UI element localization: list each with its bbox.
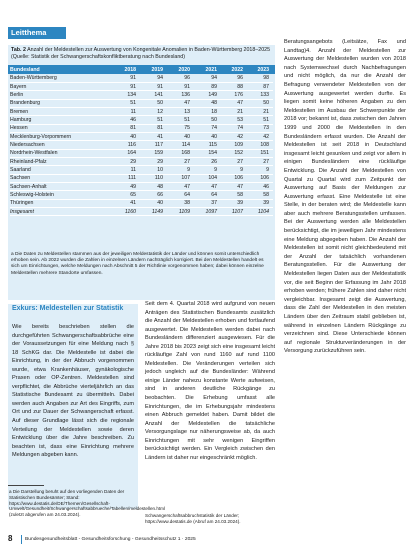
row-label: Nordrhein-Westfalen: [10, 149, 113, 157]
row-label: Brandenburg: [10, 99, 113, 107]
column-header: 2022: [231, 66, 243, 73]
table-cell: 58: [247, 191, 273, 199]
footnote-right: Schwangerschaftsabbruchstatistik der Länder; https://www.destatis.de (Abruf am 24.03.2024).: [145, 513, 241, 524]
table-row: [10, 82, 273, 90]
table-cell: 18: [194, 107, 221, 115]
row-label: Bremen: [10, 107, 113, 115]
middle-column-text: Seit dem 4. Quartal 2018 wird aufgrund von neuen Anträgen des Statistischen Bundesamts zusätzlich die Anzahl der Meldestellen erhoben und fortlaufend ausgewertet. Die Meldestellen werden dabei nach Bundesländern differenziert ausgewiesen. Für die Jahre 2018 bis 2023 zeigt sich eine insgesamt leicht rückläufige Zahl von rund 1160 auf rund 1100 Meldestellen. Die Veränderungen verteilen sich jedoch ungleich auf die Bundesländer: Während einige Länder nahezu konstante Werte aufweisen, sind in anderen deutliche Rückgänge zu beobachten. Die Erhebung umfasst alle Einrichtungen, die im Erhebungsjahr mindestens einen Abbruch gemeldet haben. Damit bildet die Anzahl der Meldestellen die tatsächliche Versorgungslage nur näherungsweise ab, da auch Einrichtungen mit sehr wenigen Eingriffen berücksichtigt werden. Ein Vergleich zwischen den Ländern ist daher nur eingeschränkt möglich.: [145, 301, 275, 461]
table-cell: 176: [221, 91, 247, 99]
table-title: Anzahl der Meldestellen zur Auswertung von Kongenitale Anomalien in Baden-Württemberg 2018–2025 (Quelle: Statistik der Schwangerschaftskonfliktberatung nach Bundesland): [11, 47, 271, 60]
table-cell: 40: [113, 132, 140, 140]
table-cell: 41: [113, 199, 140, 207]
table-cell: 89: [194, 82, 221, 90]
section-tag: Leitthema: [8, 27, 66, 39]
table-cell: 141: [140, 91, 167, 99]
table-cell: 152: [221, 149, 247, 157]
table-cell: 1107: [221, 208, 247, 216]
table-cell: 154: [194, 149, 221, 157]
row-label: Schleswig-Holstein: [10, 191, 113, 199]
table-cell: 27: [167, 157, 194, 165]
table-cell: 94: [194, 74, 221, 82]
table-header-row: [10, 65, 273, 74]
table-cell: 116: [113, 141, 140, 149]
table-cell: 164: [113, 149, 140, 157]
table-cell: 42: [247, 132, 273, 140]
table-cell: 40: [167, 132, 194, 140]
table-cell: 42: [221, 132, 247, 140]
page-number: 8: [8, 534, 13, 543]
table-cell: 50: [194, 116, 221, 124]
table-cell: 41: [140, 132, 167, 140]
table-cell: 37: [194, 199, 221, 207]
table-row: [10, 99, 273, 107]
table-row: [10, 124, 273, 132]
table-cell: 47: [194, 182, 221, 190]
table-cell: 9: [221, 166, 247, 174]
table-cell: 81: [140, 124, 167, 132]
table-cell: 9: [194, 166, 221, 174]
column-header: 2018: [124, 66, 136, 73]
table-cell: 149: [194, 91, 221, 99]
table-cell: 64: [167, 191, 194, 199]
table-row: [10, 191, 273, 199]
table-cell: 48: [194, 99, 221, 107]
table-cell: 96: [221, 74, 247, 82]
table-cell: 50: [247, 99, 273, 107]
body-paragraph: Beratungsangebots (Leitsätze, Fax und Landtag)4. Anzahl der Meldestellen zur Auswertung der Meldestellen wurden von 2018 nach Systemwechsel durch Nachbefragungen und nicht möglich, da nur die Anzahl der Befragung verwendeter Meldestellen von der Auswertung ausgewertet werden durfte. Es liegen somit keine höheren Angaben zu den Meldestellen im Ausbau der Schwerpunkte der 2018 vor; bekannt ist, dass zwischen den Jahren 1999 und 2000 die Meldestellen in den Bundesländern erfasst wurden. Die Anzahl der Meldestellen ist seit 2018 in Deutschland insgesamt leicht gesunken und zeigt vor allem in einigen Bundesländern eine rückläufige Entwicklung. Die Anzahl der Meldestellen von Quartal zu Quartal wird zum Zeitpunkt der Auswertung auf Basis der Meldungen zur Auswertung erfasst. Eine Meldestelle ist eine Stelle, in der beraten wird; die Meldestelle kann aber auch mehrere Beratungsstellen umfassen. Bei der Auswertung werden alle Meldestellen berücksichtigt, die im jeweiligen Jahr mindestens eine Meldung abgegeben haben. Die Anzahl der Meldestellen ist somit nicht gleichbedeutend mit der Anzahl der tatsächlich vorhandenen Beratungsstellen. Für die Auswertung der Meldestellen liegen Daten aus der Meldestatistik vor, die seit Beginn der Erfassung im Jahr 2018 erhoben werden; frühere Zahlen sind daher nicht vergleichbar. Insgesamt zeigt die Auswertung, dass die Zahl der Meldestellen in den meisten Ländern über den Zeitraum stabil geblieben ist, während in einzelnen Ländern Rückgänge zu verzeichnen sind. Diese Unterschiede können auf regionale Strukturveränderungen in der Versorgung zurückzuführen sein.: [284, 39, 406, 355]
column-header: 2019: [151, 66, 163, 73]
table-cell: 133: [247, 91, 273, 99]
table-cell: 39: [221, 199, 247, 207]
table-cell: 109: [221, 141, 247, 149]
table-row: [10, 107, 273, 115]
table-cell: 91: [113, 82, 140, 90]
table-cell: 27: [221, 157, 247, 165]
table-cell: 47: [167, 99, 194, 107]
table-cell: 47: [167, 182, 194, 190]
table-row: [10, 199, 273, 207]
row-label: Niedersachsen: [10, 141, 113, 149]
table-cell: 40: [140, 199, 167, 207]
table-cell: 168: [167, 149, 194, 157]
table-cell: 11: [113, 107, 140, 115]
row-label: Insgesamt: [10, 208, 113, 216]
table-row: [10, 141, 273, 149]
table-cell: 91: [167, 82, 194, 90]
table-cell: 110: [140, 174, 167, 182]
footer-divider: [21, 535, 22, 544]
table-cell: 1109: [167, 208, 194, 216]
table-cell: 29: [113, 157, 140, 165]
table-row: [10, 116, 273, 124]
table-cell: 48: [140, 182, 167, 190]
table-cell: 9: [167, 166, 194, 174]
table-cell: 47: [221, 99, 247, 107]
table-row: [10, 74, 273, 82]
table-cell: 39: [247, 199, 273, 207]
column-header: 2023: [257, 66, 269, 73]
row-label: Bayern: [10, 82, 113, 90]
table-cell: 94: [140, 74, 167, 82]
table-cell: 136: [167, 91, 194, 99]
table-cell: 46: [247, 182, 273, 190]
exkurs-title: Exkurs: Meldestellen zur Statistik: [12, 305, 124, 312]
table-cell: 73: [247, 124, 273, 132]
table-cell: 1104: [247, 208, 273, 216]
table-total-row: [10, 208, 273, 216]
table-row: [10, 91, 273, 99]
table-cell: 46: [113, 116, 140, 124]
row-label: Sachsen-Anhalt: [10, 182, 113, 190]
table-row: [10, 157, 273, 165]
column-header: 2020: [178, 66, 190, 73]
table-number: Tab. 2: [11, 47, 26, 53]
table-cell: 53: [221, 116, 247, 124]
table-cell: 134: [113, 91, 140, 99]
table-cell: 88: [221, 82, 247, 90]
table-cell: 10: [140, 166, 167, 174]
table-cell: 151: [247, 149, 273, 157]
table-cell: 11: [113, 166, 140, 174]
table-cell: 117: [140, 141, 167, 149]
table-cell: 9: [247, 166, 273, 174]
table-cell: 29: [140, 157, 167, 165]
table-cell: 47: [221, 182, 247, 190]
table-cell: 27: [247, 157, 273, 165]
row-label: Sachsen: [10, 174, 113, 182]
table-cell: 58: [221, 191, 247, 199]
table-cell: 114: [167, 141, 194, 149]
table-cell: 91: [113, 74, 140, 82]
table-cell: 51: [140, 116, 167, 124]
table-cell: 38: [167, 199, 194, 207]
table-note: a Die Daten zu Meldestellen stammen aus der jeweiligen Meldestatistik der Länder und können somit unterschiedlich erhoben sein. Ab 2022 wurden die Zahlen in einzelnen Ländern nachträglich korrigiert. Bei den Meldestellen handelt es sich um Einrichtungen, welche Meldungen nach Abschnitt 5 der Richtlinie vorgenommen haben; dabei können einzelne Meldestellen mehrere Standorte umfassen.: [11, 252, 264, 276]
row-label: Hamburg: [10, 116, 113, 124]
table-cell: 65: [113, 191, 140, 199]
footnote-divider: [8, 485, 44, 486]
table-cell: 21: [221, 107, 247, 115]
table-row: [10, 149, 273, 157]
row-label: Rheinland-Pfalz: [10, 157, 113, 165]
table-cell: 75: [167, 124, 194, 132]
table-cell: 1149: [140, 208, 167, 216]
table-cell: 106: [247, 174, 273, 182]
table-cell: 107: [167, 174, 194, 182]
column-header: 2021: [205, 66, 217, 73]
table-cell: 64: [194, 191, 221, 199]
table-row: [10, 174, 273, 182]
table-cell: 49: [113, 182, 140, 190]
table-cell: 87: [247, 82, 273, 90]
table-cell: 13: [167, 107, 194, 115]
table-cell: 51: [167, 116, 194, 124]
table-cell: 98: [247, 74, 273, 82]
table-cell: 66: [140, 191, 167, 199]
table-cell: 12: [140, 107, 167, 115]
table-cell: 1160: [113, 208, 140, 216]
row-label: Hessen: [10, 124, 113, 132]
exkurs-body: Wie bereits beschrieben stellen die durchgeführten Schwangerschaftsabbrüche eine der Voraussetzungen für eine Meldung nach § 18 SchKG dar. Die Meldestelle ist dabei die Einrichtung, in der der Abbruch vorgenommen wurde, etwa Krankenhäuser, gynäkologische Praxen oder OP-Zentren. Meldestellen sind verpflichtet, die Abbrüche vierteljährlich an das Statistische Bundesamt zu übermitteln. Dabei werden auch Angaben zur Art des Eingriffs, zum Ort und zur Dauer der Schwangerschaft erfasst. Auf dieser Grundlage lässt sich die regionale Verteilung der Meldestellen sowie deren Entwicklung über die Jahre beschreiben. Zu beachten ist, dass eine Einrichtung mehrere Meldungen abgeben kann.: [12, 324, 134, 459]
row-label: Mecklenburg-Vorpommern: [10, 132, 113, 140]
table-cell: 40: [194, 132, 221, 140]
table-cell: 74: [194, 124, 221, 132]
table-cell: 50: [140, 99, 167, 107]
table-cell: 108: [247, 141, 273, 149]
right-column-text: [284, 38, 406, 356]
table-cell: 81: [113, 124, 140, 132]
table-cell: 26: [194, 157, 221, 165]
table-cell: 115: [194, 141, 221, 149]
footnote-left: a Die Darstellung beruht auf den vorliegenden Daten der Statistischen Bundesämter; Stand: https://www.destatis.de/DE/Themen/Gesellschaft-Umwelt/Gesundheit/Schwangerschaftsabbrueche/Tabellen/meldestellen.html (zuletzt abgerufen am 24.03.2024).: [9, 489, 166, 518]
row-label: Baden-Württemberg: [10, 74, 113, 82]
table-cell: 1097: [194, 208, 221, 216]
row-label: Saarland: [10, 166, 113, 174]
table-cell: 159: [140, 149, 167, 157]
journal-citation: Bundesgesundheitsblatt - Gesundheitsforschung - Gesundheitsschutz 1 · 2025: [25, 537, 196, 542]
table-cell: 111: [113, 174, 140, 182]
table-row: [10, 166, 273, 174]
table-caption: [11, 47, 273, 65]
table-cell: 96: [167, 74, 194, 82]
table-cell: 51: [247, 116, 273, 124]
table-row: [10, 182, 273, 190]
table-cell: 106: [221, 174, 247, 182]
table-cell: 104: [194, 174, 221, 182]
table-cell: 51: [113, 99, 140, 107]
row-label: Thüringen: [10, 199, 113, 207]
table-cell: 91: [140, 82, 167, 90]
table-cell: 21: [247, 107, 273, 115]
table-cell: 74: [221, 124, 247, 132]
data-table: [10, 65, 273, 216]
column-header: Bundesland: [10, 66, 40, 73]
row-label: Berlin: [10, 91, 113, 99]
table-row: [10, 132, 273, 140]
